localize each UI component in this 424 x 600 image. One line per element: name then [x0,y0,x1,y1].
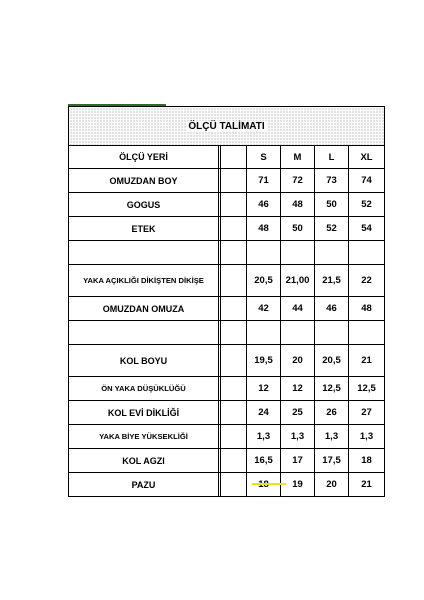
size-value: 26 [315,401,349,425]
row-label: KOL BOYU [69,345,219,377]
table-row [69,169,385,193]
size-value: 48 [349,297,385,321]
table-row [69,401,385,425]
size-value [315,321,349,345]
spacer-cell [221,401,247,425]
table-row [69,241,385,265]
title-row [69,107,385,146]
size-value: 42 [247,297,281,321]
size-value: 52 [315,217,349,241]
row-label [69,321,219,345]
table-row [69,473,385,497]
size-value: 17,5 [315,449,349,473]
header-label: ÖLÇÜ YERİ [69,146,219,169]
table-row [69,265,385,297]
size-value: 19,5 [247,345,281,377]
size-value: 21 [349,473,385,497]
size-chart-table [68,106,385,497]
row-label: ETEK [69,217,219,241]
row-label: OMUZDAN BOY [69,169,219,193]
spacer-cell [221,193,247,217]
size-value: 12,5 [349,377,385,401]
row-label: OMUZDAN OMUZA [69,297,219,321]
size-header: L [315,146,349,169]
size-value: 17 [281,449,315,473]
size-value: 50 [315,193,349,217]
row-label: KOL EVİ DİKLİĞİ [69,401,219,425]
size-header: S [247,146,281,169]
row-label: PAZU [69,473,219,497]
size-value: 1,3 [281,425,315,449]
size-value: 20,5 [247,265,281,297]
size-value: 72 [281,169,315,193]
table-row [69,377,385,401]
header-row [69,146,385,169]
spacer-cell [221,321,247,345]
size-value: 25 [281,401,315,425]
spacer-cell [221,473,247,497]
spacer-cell [221,449,247,473]
size-value: 20,5 [315,345,349,377]
size-value: 20 [281,345,315,377]
size-value: 44 [281,297,315,321]
size-value: 21,5 [315,265,349,297]
spacer-cell [221,241,247,265]
size-value: 21,00 [281,265,315,297]
highlight-mark [252,483,286,485]
table-row [69,449,385,473]
table-row [69,321,385,345]
row-label [69,241,219,265]
spacer-cell [221,265,247,297]
spacer-cell [221,217,247,241]
spacer-cell [221,425,247,449]
table-row [69,425,385,449]
size-header: XL [349,146,385,169]
size-value: 48 [281,193,315,217]
size-value: 24 [247,401,281,425]
size-value: 46 [315,297,349,321]
size-value: 74 [349,169,385,193]
size-value [247,321,281,345]
size-value [281,241,315,265]
size-value [349,321,385,345]
size-value [281,321,315,345]
size-header: M [281,146,315,169]
size-value: 12 [247,377,281,401]
size-value: 52 [349,193,385,217]
table-row [69,345,385,377]
size-value: 1,3 [349,425,385,449]
table-title: ÖLÇÜ TALİMATI [188,120,265,132]
row-label: YAKA AÇIKLIĞI DİKİŞTEN DİKİŞE [69,265,219,297]
spacer-cell [221,146,247,169]
size-value: 20 [315,473,349,497]
size-value: 12 [281,377,315,401]
size-value [315,241,349,265]
size-value: 16,5 [247,449,281,473]
size-value: 21 [349,345,385,377]
table-row [69,217,385,241]
size-value: 22 [349,265,385,297]
spacer-cell [221,297,247,321]
size-value: 18 [349,449,385,473]
title-cell [69,107,385,146]
size-value: 46 [247,193,281,217]
size-value: 1,3 [315,425,349,449]
size-value: 48 [247,217,281,241]
spacer-cell [221,377,247,401]
size-value: 1,3 [247,425,281,449]
size-value: 12,5 [315,377,349,401]
size-value: 27 [349,401,385,425]
size-value: 71 [247,169,281,193]
size-value: 19 [281,473,315,497]
size-value: 54 [349,217,385,241]
size-value [349,241,385,265]
row-label: ÖN YAKA DÜŞÜKLÜĞÜ [69,377,219,401]
size-value: 50 [281,217,315,241]
table-row [69,297,385,321]
row-label: KOL AGZI [69,449,219,473]
table-row [69,193,385,217]
row-label: GOGUS [69,193,219,217]
spacer-cell [221,345,247,377]
spacer-cell [221,169,247,193]
row-label: YAKA BİYE YÜKSEKLİĞİ [69,425,219,449]
size-value [247,241,281,265]
size-value: 73 [315,169,349,193]
